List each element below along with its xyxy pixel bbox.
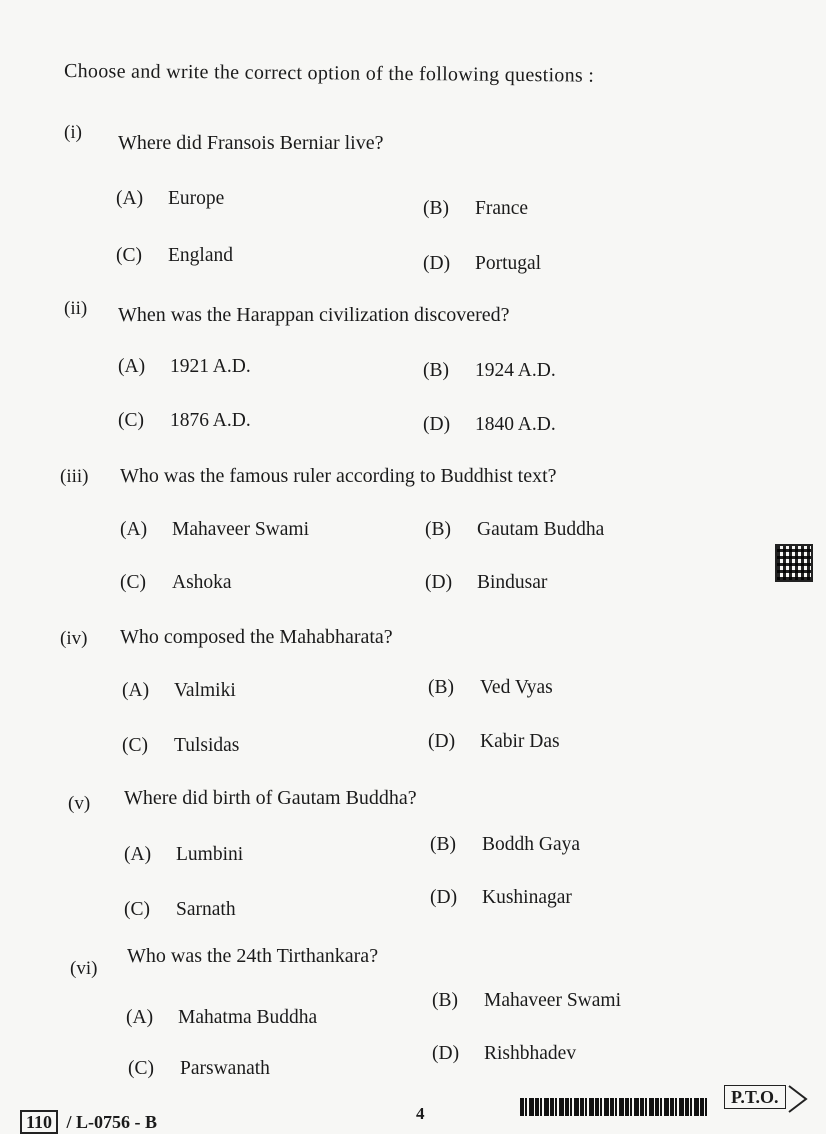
page-number: 4 [416,1104,425,1123]
option-label: (C) [118,410,144,431]
instruction-text: Choose and write the correct option of the following questions : [63,60,595,87]
question-number: (i) [64,122,82,143]
option-label: (B) [423,360,449,381]
question-number: (iii) [60,466,89,487]
question-text: Where did Fransois Berniar live? [118,132,384,154]
question-text: Where did birth of Gautam Buddha? [124,787,417,809]
footer-code-text: / L-0756 - B [66,1112,158,1132]
option-label: (B) [423,198,449,219]
option-label: (C) [128,1058,154,1079]
barcode-icon [520,1098,708,1116]
option-a [116,188,224,210]
option-b [423,360,556,382]
option-label: (A) [124,844,152,865]
option-d [423,253,541,275]
option-text: Europe [168,188,225,209]
option-text: Kushinagar [482,887,572,908]
option-c [118,410,251,432]
option-label: (A) [116,188,144,209]
option-text: England [168,245,233,266]
option-label: (A) [126,1007,154,1028]
option-text: Rishbhadev [484,1043,577,1064]
question-text: Who composed the Mahabharata? [120,626,393,648]
pto-marker [724,1082,808,1116]
option-label: (C) [124,899,150,920]
pto-label: P.T.O. [724,1085,786,1109]
option-text: Ved Vyas [480,677,553,698]
option-b [428,677,553,699]
option-label: (D) [430,887,458,908]
option-text: 1840 A.D. [475,414,556,435]
option-b [430,834,580,856]
option-text: 1876 A.D. [170,410,251,431]
option-label: (D) [425,572,453,593]
option-text: Mahaveer Swami [172,519,309,540]
option-d [425,572,547,594]
arrow-right-icon [788,1082,808,1116]
option-a [126,1007,317,1029]
question-number: (vi) [70,958,98,979]
question-text: Who was the 24th Tirthankara? [127,945,379,967]
question-number: (v) [68,793,91,814]
option-text: Lumbini [176,844,244,865]
option-text: Kabir Das [480,731,560,752]
option-label: (B) [430,834,456,855]
option-text: Bindusar [477,572,548,593]
question-number: (ii) [64,298,88,319]
option-a [122,680,236,702]
option-b [423,198,528,220]
option-label: (D) [432,1043,460,1064]
option-d [423,414,556,436]
option-text: Boddh Gaya [482,834,581,855]
option-label: (C) [122,735,148,756]
option-b [425,519,604,541]
option-label: (B) [428,677,454,698]
option-text: Tulsidas [174,735,240,756]
option-text: Mahaveer Swami [484,990,621,1011]
option-c [124,899,236,921]
question-number: (iv) [60,628,88,649]
option-a [120,519,309,541]
option-label: (A) [120,519,148,540]
footer-code [20,1112,161,1133]
option-c [116,245,233,267]
option-text: Parswanath [180,1058,270,1079]
option-label: (C) [116,245,142,266]
option-d [432,1043,576,1065]
question-text: Who was the famous ruler according to Buddhist text? [120,465,557,487]
option-label: (D) [423,414,451,435]
option-text: Ashoka [172,572,232,593]
option-d [428,731,560,753]
option-label: (A) [118,356,146,377]
option-text: Portugal [475,253,542,274]
option-label: (D) [423,253,451,274]
option-text: Sarnath [176,899,236,920]
option-label: (A) [122,680,150,701]
option-b [432,990,621,1012]
option-text: France [475,198,529,219]
option-c [122,735,239,757]
option-text: 1921 A.D. [170,356,251,377]
qr-code-icon [775,544,813,582]
option-text: Mahatma Buddha [178,1007,318,1028]
option-label: (C) [120,572,146,593]
option-a [124,844,243,866]
option-label: (B) [425,519,451,540]
option-d [430,887,572,909]
option-c [120,572,232,594]
option-label: (B) [432,990,458,1011]
option-text: 1924 A.D. [475,360,556,381]
option-text: Gautam Buddha [477,519,605,540]
footer-code-box: 110 [20,1110,58,1134]
option-label: (D) [428,731,456,752]
option-a [118,356,251,378]
option-text: Valmiki [174,680,236,701]
question-text: When was the Harappan civilization discovered? [118,304,510,326]
option-c [128,1058,270,1080]
